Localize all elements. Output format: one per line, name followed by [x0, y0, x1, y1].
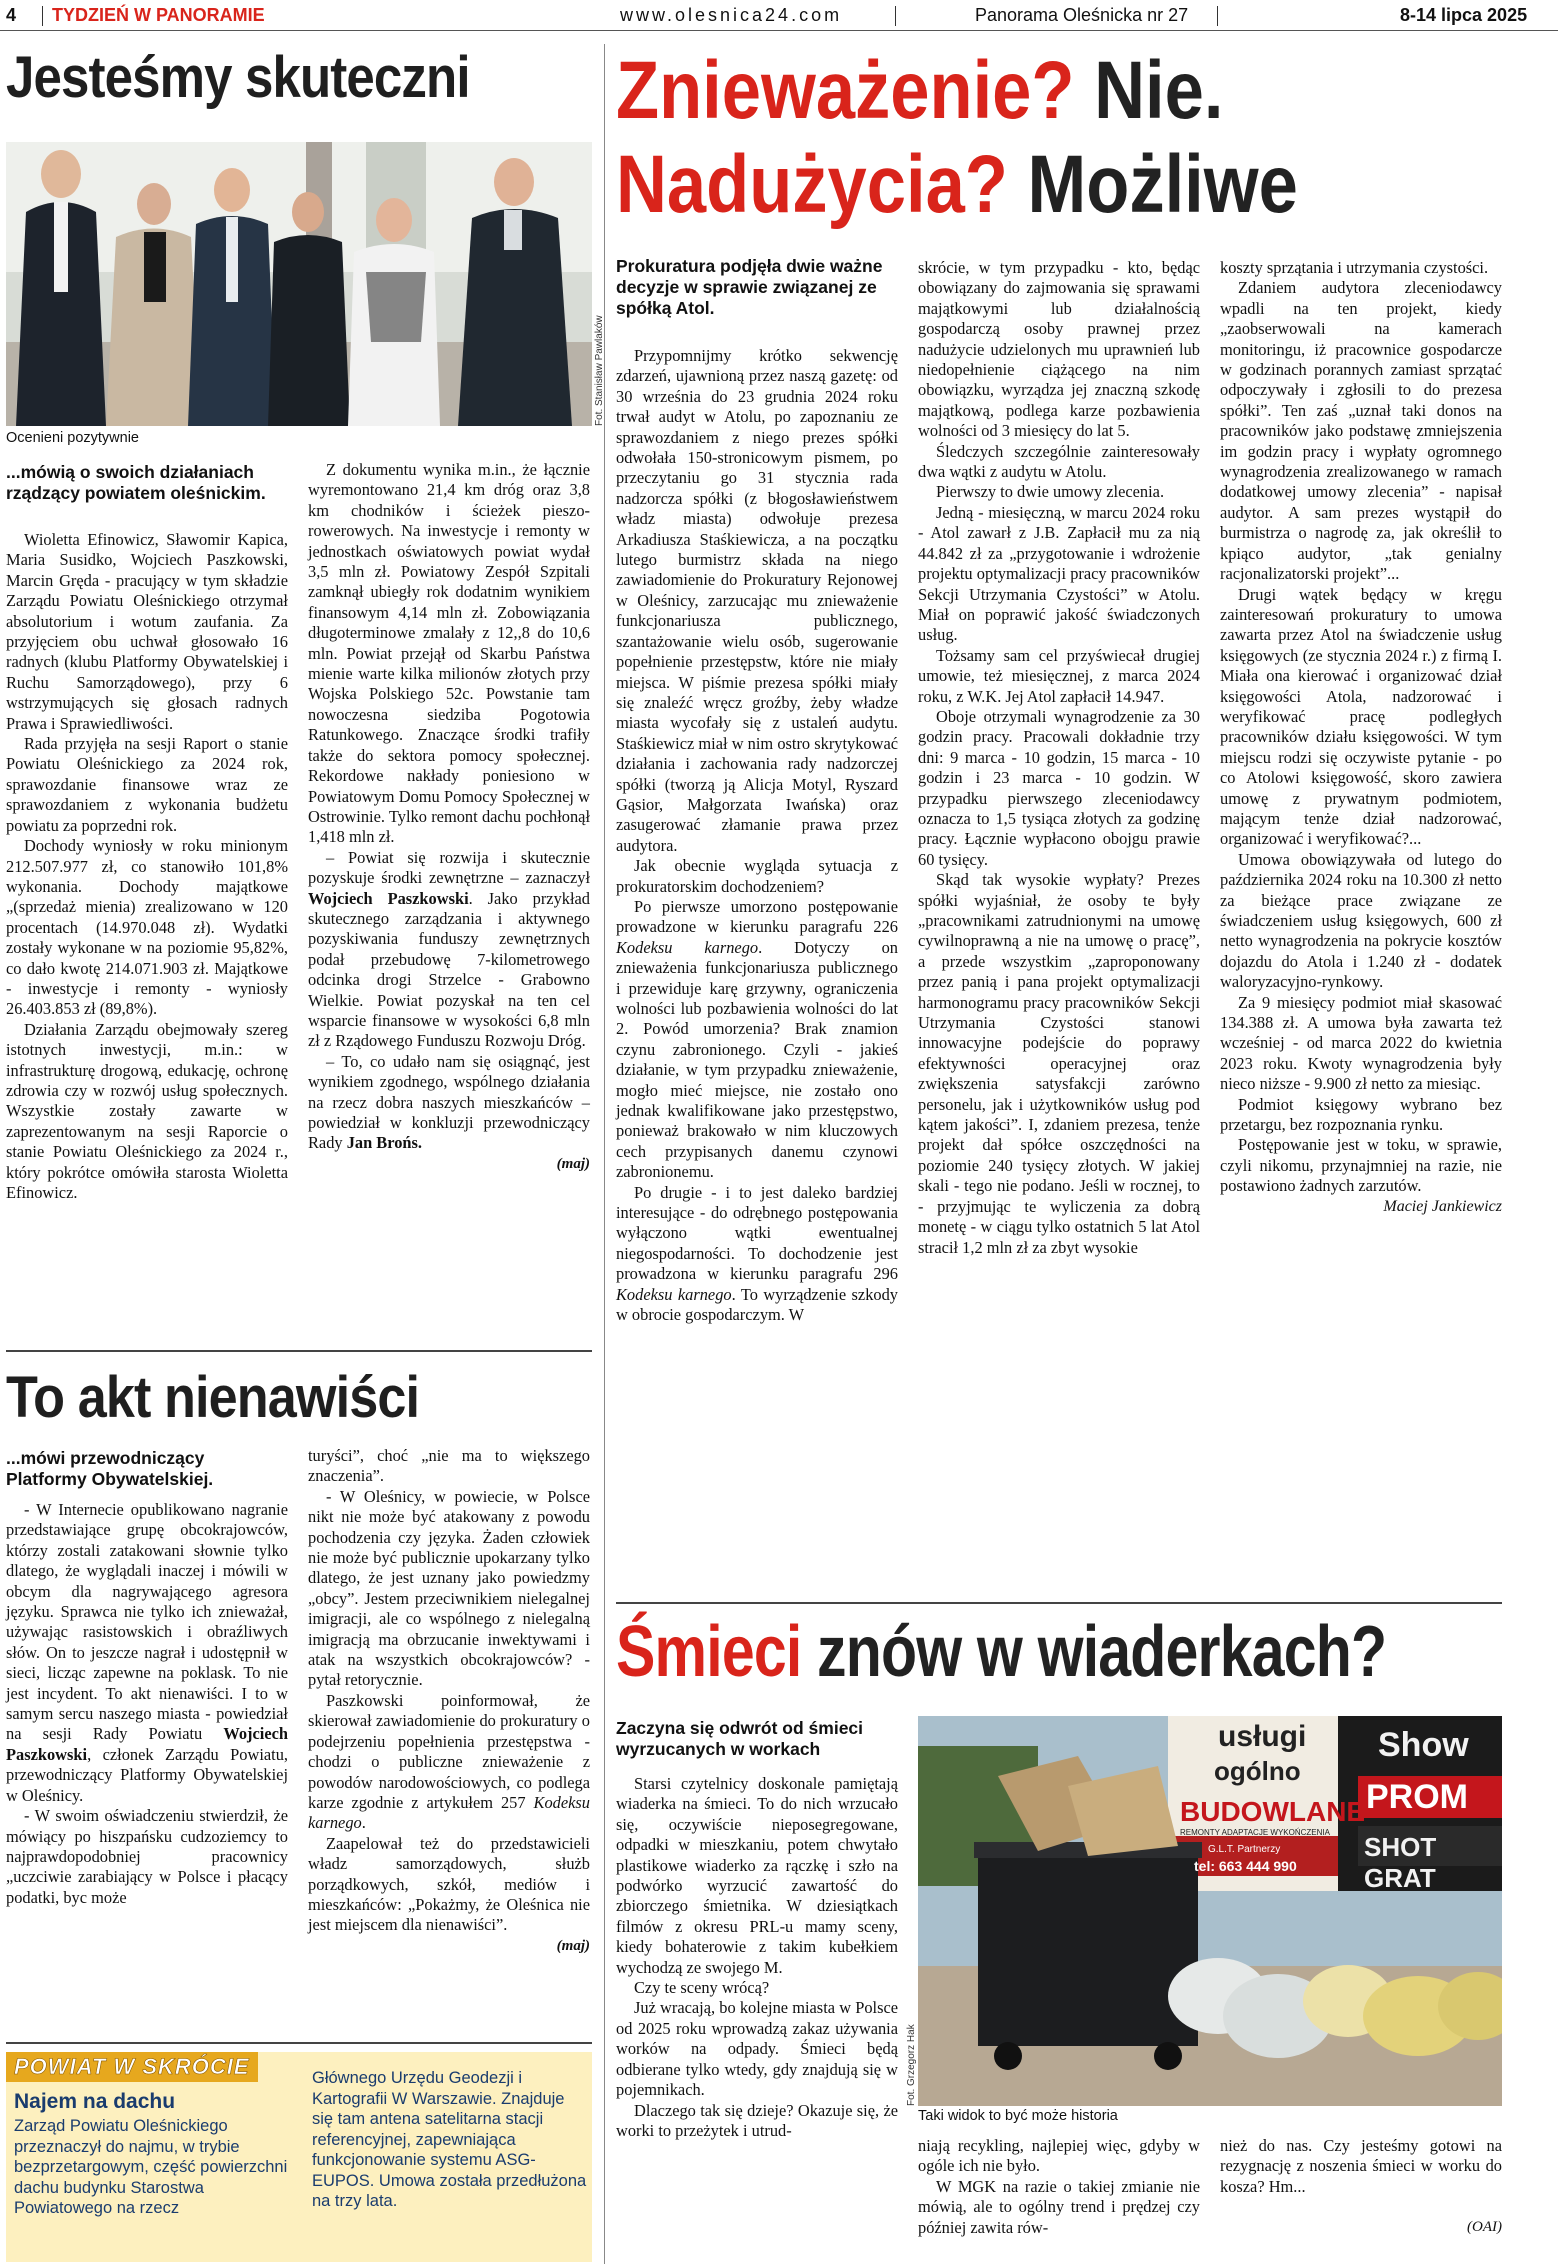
art1-photo — [6, 142, 592, 426]
paragraph: Czy te sceny wrócą? — [634, 1978, 770, 1998]
art2-signature: (maj) — [556, 1937, 590, 1954]
paragraph: Starsi czytelnicy doskonale pamiętają wiaderka na śmieci. To do nich wrzucało się, oczywiście nieposegregowane, odpadki w mieszkaniu, potem chwytało plastikowe wiaderko za rączkę i szło na podwórko wyrzucić zawartość do zbiorczego śmietnika. W dziesiątkach filmów z okresu PRL-u mamy sceny, kiedy bohaterowie z takim kubełkiem wychodzą ze swojego M. — [616, 1774, 898, 1977]
paragraph: Tożsamy sam cel przyświecał drugiej umowie, też miesięcznej, z marca 2024 roku, z W.K. Jej Atol zapłacił 14.947. — [918, 645, 1200, 706]
sign-text: tel: 663 444 990 — [1194, 1858, 1297, 1874]
art2-title: To akt nienawiści — [6, 1365, 420, 1430]
art1-photo-credit: Fot. Stanisław Pawlaków — [594, 315, 605, 426]
art3-title-line2 — [616, 140, 1298, 230]
paragraph: turyści”, choć „nie ma to większego znaczenia”. — [308, 1446, 590, 1486]
art1-signature: (maj) — [556, 1155, 590, 1172]
sign-text: ogólno — [1214, 1756, 1301, 1786]
person-name: Jan Broń — [346, 1133, 412, 1153]
paragraph: Już wracają, bo kolejne miasta w Polsce od 2025 roku wprowadzą zakaz używania worków na odpady. Śmieci będą odbierane tylko wtedy, gdy znajdują się w pojemnikach. — [616, 1998, 898, 2100]
paragraph: Dlaczego tak się dzieje? Okazuje się, że worki to przeżytek i utrud- — [616, 2100, 898, 2140]
paragraph: - W swoim oświadczeniu stwierdził, że mówiący po hiszpańsku cudzoziemcy to najprawdopodobniej pracownicy „uczciwie zarabiający w Polsce i płacący podatki, byc może — [6, 1806, 288, 1907]
paragraph: Skąd tak wysokie wypłaty? Prezes spółki wyjaśniał, że osoby te były „pracownikami zatrudnionymi na umowę cywilnoprawną a nie na umowę o pracę”, a przede wszystkim „zaproponowany przez panią i pana projekt optymalizacji harmonogramu pracy pracowników Sekcji Utrzymania Czystości stanowi innowacyjne podejście do poprawy efektywności operacyjnej oraz zwiększenia satysfakcji zarówno personelu, jak i użytkowników usług pod kątem jakości”. I, zdaniem prezesa, tenże projekt dał spółce oszczędności na poziomie 240 tysięcy złotych. W jakiej skali - tego nie podano. Jeśli w rocznej, to - przyjmując te wyliczenia za dobrą monetę - w ciągu tylko ostatnich 5 lat Atol stracił 1,2 mln zł za zbyt wysokie — [918, 870, 1200, 1257]
art2-column-2 — [308, 1446, 590, 1956]
box-title: POWIAT W SKRÓCIE — [6, 2052, 258, 2082]
paragraph: Zaapelował też do przedstawicieli władz samorządowych, służb porządkowych, szkół, mediów i mieszkańców: „Pokażmy, że Oleśnica nie jest miejscem dla nienawiści”. — [308, 1833, 590, 1935]
title-red: Nadużycia? — [616, 139, 1008, 230]
paragraph: Przypomnijmy krótko sekwencję zdarzeń, ujawnioną przez naszą gazetę: od 30 września do 23 grudnia 2024 roku trwał audyt w Atolu, po zapoznaniu ze sprawozdaniem z niego prezes spółki odwołała 150-stronicowym pismem, po przeczytaniu go 31 stycznia rada nadzorcza spółki (z błogosławieństwem władz miasta) odwołuje prezesa Arkadiusza Staśkiewicza, a na początku lutego burmistrz składa na niego zawiadomienie do Prokuratury Rejonowej w Oleśnicy, zarzucając mu znieważenie funkcjonariusza publicznego, szantażowanie wielu osób, sugerowanie popełnienie przestępstw, które nie miały miejsca. W piśmie prezesa spółki miały się znaleźć wręcz groźby, żeby władze miasta wycofały się z ustaleń audytu. Staśkiewicz miał w nim ostro skrytykować działania i zachowania rady nadzorczej spółki (tworzą ją Alicja Motyl, Ryszard Gąsior, Małgorzata Iwańska) oraz zasugerować złamanie prawa przez audytora. — [616, 346, 898, 855]
title-dark: Nie. — [1094, 45, 1224, 136]
art1-lead: ...mówią o swoich działaniach rządzący powiatem oleśnickim. — [6, 462, 266, 503]
paragraph: Dochody wyniosły w roku minionym 212.507.977 zł, co stanowiło 101,8% wykonania. Dochody majątkowe „(sprzedaż mienia) zrealizowano w 120 procentach (14.970.048 zł). Wydatki zostały wykonane w na poziomie 95,82%, co dało kwotę 214.071.903 zł. Majątkowe - inwestycje i remonty - wyniosły 26.403.853 zł (89,8%). — [6, 836, 288, 1019]
art1-title: Jesteśmy skuteczni — [6, 45, 470, 110]
paragraph: – To, co udało nam się osiągnąć, jest wynikiem zgodnego, wspólnego działania na rzecz dobra naszych mieszkańców – powiedział w konkluzji przewodniczący Rady Jan Brońs. — [308, 1051, 590, 1153]
issue-label: Panorama Oleśnicka nr 27 — [975, 5, 1189, 25]
box-subtitle: Najem na dachu — [14, 2090, 176, 2113]
paragraph: skrócie, w tym przypadku - kto, będąc obowiązany do zajmowania się sprawami majątkowymi lub działalnością gospodarczą osoby prawnej przez nadużycie udzielonych mu uprawnień lub niedopełnienie ciążącego na nim obowiązku, wyrządza jej znaczną szkodę majątkową, podlega karze pozbawienia wolności od 3 miesięcy do lat 5. — [918, 258, 1200, 441]
art4-lead: Zaczyna się odwrót od śmieci wyrzucanych w workach — [616, 1718, 864, 1759]
garbage-photo-image — [918, 1716, 1502, 2106]
paragraph: - W Oleśnicy, w powiecie, w Polsce nikt nie może być atakowany z powodu pochodzenia czy języka. Żaden człowiek nie może być publicznie upokarzany tylko dlatego, że jest uznany jako powiedzmy „obcy”. Jestem przeciwnikiem nielegalnej imigracji, ale co wspólnego z nielegalną imigracją ma obrzucanie inwektywami i atak na wszystkich obcokrajowców? - pytał retorycznie. — [308, 1486, 590, 1690]
paragraph: Podmiot księgowy wybrano bez przetargu, bez rozpoznania rynku. — [1220, 1094, 1502, 1135]
art3-column-2 — [918, 258, 1200, 1258]
paragraph: Za 9 miesięcy podmiot miał skasować 134.388 zł. A umowa była zawarta też wcześniej - od marca 2022 do kwietnia 2023 roku. Kwoty wynagrodzenia były nieco niższe - 9.900 zł netto za miesiąc. — [1220, 992, 1502, 1094]
person-name: Wojciech Paszkowski — [6, 1724, 288, 1764]
paragraph: koszty sprzątania i utrzymania czystości. — [1220, 258, 1489, 277]
art1-caption: Ocenieni pozytywnie — [6, 430, 139, 446]
title-red: Śmieci — [616, 1612, 802, 1692]
paragraph: W MGK na razie o takiej zmianie nie mówią, ale to ogólny trend i prędzej czy później zawita rów- — [918, 2176, 1200, 2237]
art4-photo-credit: Fot. Grzegorz Hak — [906, 2024, 917, 2106]
art4-column-1 — [616, 1774, 898, 2141]
art2-lead: ...mówi przewodniczący Platformy Obywatelskiej. — [6, 1448, 214, 1489]
paragraph: Zdaniem audytora zleceniodawcy wpadli na ten projekt, kiedy „zaobserwowali na kamerach monitoringu, iż pracownice gospodarcze w godzinach porannych zamiast sprzątać odpoczywały i zgłosili to do prezesa spółki”. Ten zaś „uznał taki donos na pracowników jako podstawę zmniejszenia im godzin pracy i wypłaty ogromnego wynagrodzenia zrealizowanego w ramach dodatkowej umowy zlecenia” - napisał audytor. A sam prezes wystąpił do burmistrza o nagrodę za, jak określił to kpiąco audytor, „tak genialny racjonalizatorski projekt”... — [1220, 278, 1502, 584]
page-number: 4 — [6, 5, 17, 25]
paragraph: – Powiat się rozwija i skutecznie pozyskuje środki zewnętrzne – zaznaczył Wojciech Paszkowski. Jako przykład skutecznego zarządzania i aktywnego pozyskiwania funduszy zewnętrznych podał przebudowę 7-kilometrowego odcinka drogi Strzelce - Grabowno Wielkie. Powiat pozyskał na ten cel wsparcie finansowe w wysokości 6,8 mln zł z Rządowego Funduszu Rozwoju Dróg. — [308, 847, 590, 1051]
paragraph: Oboje otrzymali wynagrodzenie za 30 godzin pracy. Pracowali dokładnie trzy dni: 9 marca - 10 godzin, 15 marca - 10 godzin i 23 marca - 10 godzin. W przypadku pierwszego zleceniodawcy oznacza to 1,5 tysiąca złotych za godzinę pracy. Łącznie wypłacono obojgu prawie 60 tysięcy. — [918, 706, 1200, 869]
title-dark: Możliwe — [1027, 139, 1298, 230]
paragraph: Wioletta Efinowicz, Sławomir Kapica, Maria Susidko, Wojciech Paszkowski, Marcin Gręda - pracujący w tym składzie Zarządu Powiatu Oleśnickiego otrzymał absolutorium i wotum zaufania. Za przyjęciem obu uchwał głosowało 16 radnych (klubu Platformy Obywatelskiej i Ruchu Samorządowego), przy 6 wstrzymujących się głosach radnych Prawa i Sprawiedliwości. — [6, 530, 288, 733]
paragraph: Jedną - miesięczną, w marcu 2024 roku - Atol zawarł z J.B. Zapłacił mu za nią 44.842 zł za „przygotowanie i wdrożenie projektu optymalizacji pracy pracowników Sekcji Utrzymania Czystości” w Atolu. Miał on poprawić jakość świadczonych usług. — [918, 502, 1200, 645]
art4-photo — [918, 1716, 1502, 2106]
art1-column-1 — [6, 530, 288, 1203]
sign-text: SHOT GRAT — [1364, 1832, 1437, 1893]
paragraph: Umowa obowiązywała od lutego do października 2024 roku na 10.300 zł netto za bieżące prace związane ze świadczeniem usług księgowych, 600 zł netto wynagrodzenia na pokrycie kosztów dojazdu do Atola i 1.240 zł - dodatek waloryzacyjno-rynkowy. — [1220, 849, 1502, 992]
sign-text: REMONTY ADAPTACJE WYKOŃCZENIA — [1180, 1828, 1330, 1837]
sign-text: PROM — [1366, 1778, 1468, 1816]
art3-title-line1 — [616, 46, 1223, 136]
sign-text: Show — [1378, 1726, 1469, 1764]
title-dark: znów w wiaderkach? — [817, 1612, 1387, 1692]
news-brief-box — [6, 2052, 592, 2262]
paragraph: - W Internecie opublikowano nagranie przedstawiające grupę obcokrajowców, którzy zostali zatakowani słownie tylko dlatego, że wyglądali inaczej i mówili w obcym dla nagrywającego agresora języku. Sprawca nie tylko ich znieważał, używając rasistowskich i obraźliwych słów. On to jeszcze nagrał i udostępnił w sieci, licząc zapewne na poklask. To nie jest incydent. To akt nienawiści. I to w samym sercu naszego miasta - powiedział na sesji Rady Powiatu Wojciech Paszkowski, członek Zarządu Powiatu, przewodniczący Platformy Obywatelskiej w Oleśnicy. — [6, 1500, 288, 1805]
paragraph: Postępowanie jest w toku, w sprawie, czyli nikomu, przynajmniej na razie, nie postawiono żadnych zarzutów. — [1220, 1135, 1502, 1196]
paragraph: Śledczych szczególnie zainteresowały dwa wątki z audytu w Atolu. — [918, 441, 1200, 482]
art2-column-1 — [6, 1500, 288, 1908]
art3-lead: Prokuratura podjęła dwie ważne decyzje w sprawie związanej ze spółką Atol. — [616, 256, 883, 318]
art3-signature: Maciej Jankiewicz — [1383, 1197, 1502, 1215]
paragraph: Z dokumentu wynika m.in., że łącznie wyremontowano 21,4 km dróg oraz 3,8 km chodników i ścieżek pieszo-rowerowych. Na inwestycje i remonty w jednostkach oświatowych powiat wydał 3,5 mln zł. Powiatowy Zespół Szpitali zamknął ubiegły rok dodatnim wynikiem finansowym 4,14 mln zł. Zobowiązania długoterminowe zmalały z 12,,8 do 10,6 mln. Powiat przejął od Skarbu Państwa mienie warte kilka milionów złotych przy Wojska Polskiego 52c. Powstanie tam nowoczesna siedziba Pogotowia Ratunkowego. Znaczące środki trafiły także do sektora pomocy społecznej. Rekordowe nakłady poniesiono w Powiatowym Domu Pomocy Społecznej w Ostrowinie. Tylko remont dachu pochłonął 1,418 mln zł. — [308, 460, 590, 847]
section-label: TYDZIEŃ W PANORAMIE — [52, 5, 265, 25]
title-red: Znieważenie? — [616, 45, 1075, 136]
person-name: Wojciech Paszkowski — [308, 888, 469, 908]
paragraph: Drugi wątek będący w kręgu zainteresowań prokuratury to umowa zawarta przez Atol na świadczenie usług księgowych (ze stycznia 2024 r.) z firmą I. Miała ona kierować i organizować dział księgowości Atola, nadzorować i weryfikować pracę podległych pracowników działu księgowości. W tym miejscu rodzi się oczywiste pytanie - po co Atolowi księgowość, skoro zawiera umowę z prywatnym podmiotem, mającym tenże dział nadzorować, organizować i weryfikować?... — [1220, 584, 1502, 849]
issue-dates: 8-14 lipca 2025 — [1400, 5, 1528, 25]
paragraph: Paszkowski poinformował, że skierował zawiadomienie do prokuratury o podejrzeniu popełnienia przestępstwa - chodzi o publiczne znieważenie z powodów narodowościowych, co podlega karze zgodnie z artykułem 257 Kodeksu karnego. — [308, 1690, 590, 1833]
sign-text: BUDOWLANE — [1180, 1796, 1366, 1827]
art4-column-3 — [1220, 2136, 1502, 2238]
paragraph: Działania Zarządu obejmowały szereg istotnych inwestycji, m.in.: w infrastrukturę drogową, edukację, ochronę zdrowia czy w rozwój usług społecznych. Wszystkie zostały zawarte w zaprezentowanym na sesji Raporcie o stanie Powiatu Oleśnickiego za 2024 r., który pokrótce omówiła starosta Wioletta Efinowicz. — [6, 1019, 288, 1202]
paragraph: Rada przyjęła na sesji Raport o stanie Powiatu Oleśnickiego za 2024 rok, sprawozdanie finansowe wraz ze sprawozdaniem z wykonania budżetu powiatu za poprzedni rok. — [6, 734, 288, 835]
art4-signature: (OAI) — [1467, 2219, 1502, 2236]
art3-column-3 — [1220, 258, 1502, 1217]
website[interactable]: www.olesnica24.com — [620, 5, 843, 25]
sign-text: G.L.T. Partnerzy — [1208, 1844, 1281, 1855]
art1-column-2 — [308, 460, 590, 1174]
paragraph: nież do nas. Czy jesteśmy gotowi na rezygnację z noszenia śmieci w worku do kosza? Hm... — [1220, 2136, 1502, 2196]
box-text-col2: Głównego Urzędu Geodezji i Kartografii W Warszawie. Znajduje się tam antena satelitarna stacji referencyjnej, zapewniająca funkcjonowanie systemu ASG-EUPOS. Umowa została przedłużona na trzy lata. — [312, 2069, 587, 2210]
group-photo-image — [6, 142, 592, 426]
paragraph: Pierwszy to dwie umowy zlecenia. — [936, 482, 1165, 502]
paragraph: Po pierwsze umorzono postępowanie prowadzone w kierunku paragrafu 226 Kodeksu karnego. Dotyczy on znieważenia funkcjonariusza publicznego i przewiduje karę grzywny, ograniczenia wolności lub pozbawienia wolności do lat 2. Powód umorzenia? Brak znamion czynu zabronionego. Czyli - jakieś działanie, w tym przypadku znieważenie, mogło mieć miejsce, nie zostało ono jednak kwalifikowane jako przestępstwo, ponieważ brakowało w nim kluczowych cech przypisanych danemu czynowi zabronionemu. — [616, 896, 898, 1182]
art4-column-2 — [918, 2136, 1200, 2238]
paragraph: Jak obecnie wygląda sytuacja z prokuratorskim dochodzeniem? — [616, 856, 898, 896]
page-header — [0, 0, 1558, 30]
art3-column-1 — [616, 346, 898, 1326]
sign-text: usługi — [1218, 1720, 1307, 1753]
art4-caption: Taki widok to być może historia — [918, 2108, 1118, 2124]
paragraph: Po drugie - i to jest daleko bardziej interesujące - do odrębnego postępowania wyłączono wątki ewentualnej niegospodarności. To dochodzenie jest prowadzona w kierunku paragrafu 296 Kodeksu karnego. To wyrządzenie szkody w obrocie gospodarczym. W — [616, 1182, 898, 1325]
art4-title — [616, 1612, 1386, 1692]
box-text-col1: Zarząd Powiatu Oleśnickiego przeznaczył do najmu, w trybie bezprzetargowym, część powierzchni dachu budynku Starostwa Powiatowego na rzecz — [14, 2117, 288, 2217]
paragraph: niają recykling, najlepiej więc, gdyby w ogóle ich nie było. — [918, 2136, 1200, 2176]
